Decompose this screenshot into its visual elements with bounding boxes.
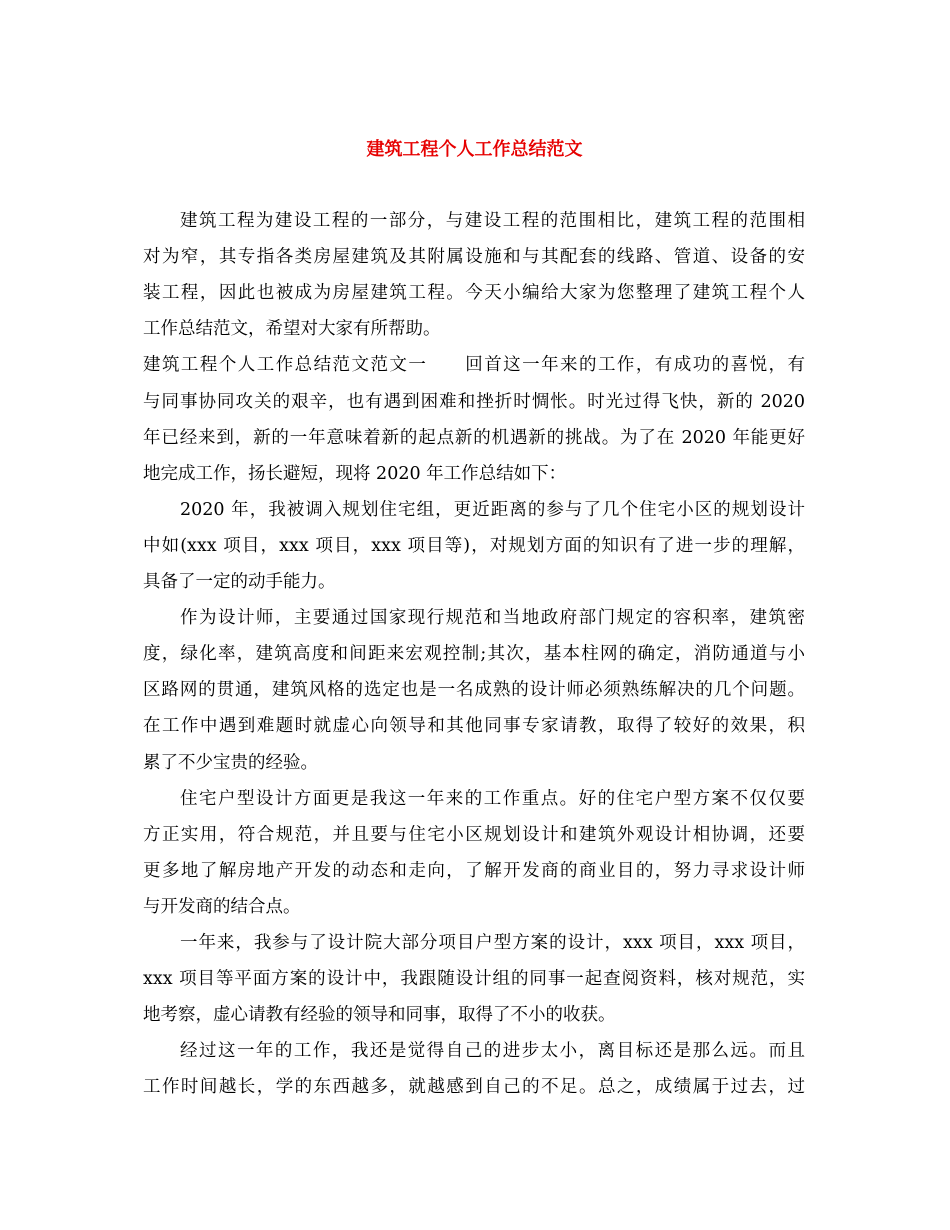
body-line: 更多地了解房地产开发的动态和走向，了解开发商的商业目的，努力寻求设计师 bbox=[143, 861, 805, 881]
body-line: 中如(xxx 项目，xxx 项目，xxx 项目等)，对规划方面的知识有了进一步的理解， bbox=[143, 536, 805, 556]
body-line: 地考察，虚心请教有经验的领导和同事，取得了不小的收获。 bbox=[143, 1005, 616, 1025]
body-line: 在工作中遇到难题时就虚心向领导和其他同事专家请教，取得了较好的效果，积 bbox=[143, 716, 805, 736]
body-line: 具备了一定的动手能力。 bbox=[143, 572, 336, 592]
body-line: 工作时间越长，学的东西越多，就越感到自己的不足。总之，成绩属于过去，过 bbox=[143, 1077, 805, 1097]
body-line: 建筑工程个人工作总结范文范文一 回首这一年来的工作，有成功的喜悦，有 bbox=[143, 355, 805, 375]
body-line: 与同事协同攻关的艰辛，也有遇到困难和挫折时惆怅。时光过得飞快，新的 2020 bbox=[143, 392, 805, 412]
body-line: 对为窄，其专指各类房屋建筑及其附属设施和与其配套的线路、管道、设备的安 bbox=[143, 247, 805, 267]
body-line: 度，绿化率，建筑高度和间距来宏观控制;其次，基本柱网的确定，消防通道与小 bbox=[143, 644, 805, 664]
body-line: 方正实用，符合规范，并且要与住宅小区规划设计和建筑外观设计相协调，还要 bbox=[143, 825, 805, 845]
body-line: 经过这一年的工作，我还是觉得自己的进步太小，离目标还是那么远。而且 bbox=[180, 1041, 805, 1061]
body-line: 工作总结范文，希望对大家有所帮助。 bbox=[143, 319, 441, 339]
body-line: 累了不少宝贵的经验。 bbox=[143, 753, 318, 773]
body-line: 建筑工程为建设工程的一部分，与建设工程的范围相比，建筑工程的范围相 bbox=[180, 211, 805, 231]
body-line: 与开发商的结合点。 bbox=[143, 897, 301, 917]
document-title: 建筑工程个人工作总结范文 bbox=[366, 139, 583, 160]
body-line: 作为设计师，主要通过国家现行规范和当地政府部门规定的容积率，建筑密 bbox=[180, 608, 805, 628]
body-line: 地完成工作，扬长避短，现将 2020 年工作总结如下： bbox=[143, 464, 567, 484]
body-line: 2020 年，我被调入规划住宅组，更近距离的参与了几个住宅小区的规划设计 bbox=[180, 500, 805, 520]
body-line: 装工程，因此也被成为房屋建筑工程。今天小编给大家为您整理了建筑工程个人 bbox=[143, 283, 805, 303]
body-line: 年已经来到，新的一年意味着新的起点新的机遇新的挑战。为了在 2020 年能更好 bbox=[143, 428, 805, 448]
body-line: xxx 项目等平面方案的设计中，我跟随设计组的同事一起查阅资料，核对规范，实 bbox=[143, 969, 805, 989]
body-line: 一年来，我参与了设计院大部分项目户型方案的设计，xxx 项目，xxx 项目， bbox=[180, 933, 805, 953]
body-line: 住宅户型设计方面更是我这一年来的工作重点。好的住宅户型方案不仅仅要 bbox=[180, 789, 805, 809]
body-line: 区路网的贯通，建筑风格的选定也是一名成熟的设计师必须熟练解决的几个问题。 bbox=[143, 680, 805, 700]
